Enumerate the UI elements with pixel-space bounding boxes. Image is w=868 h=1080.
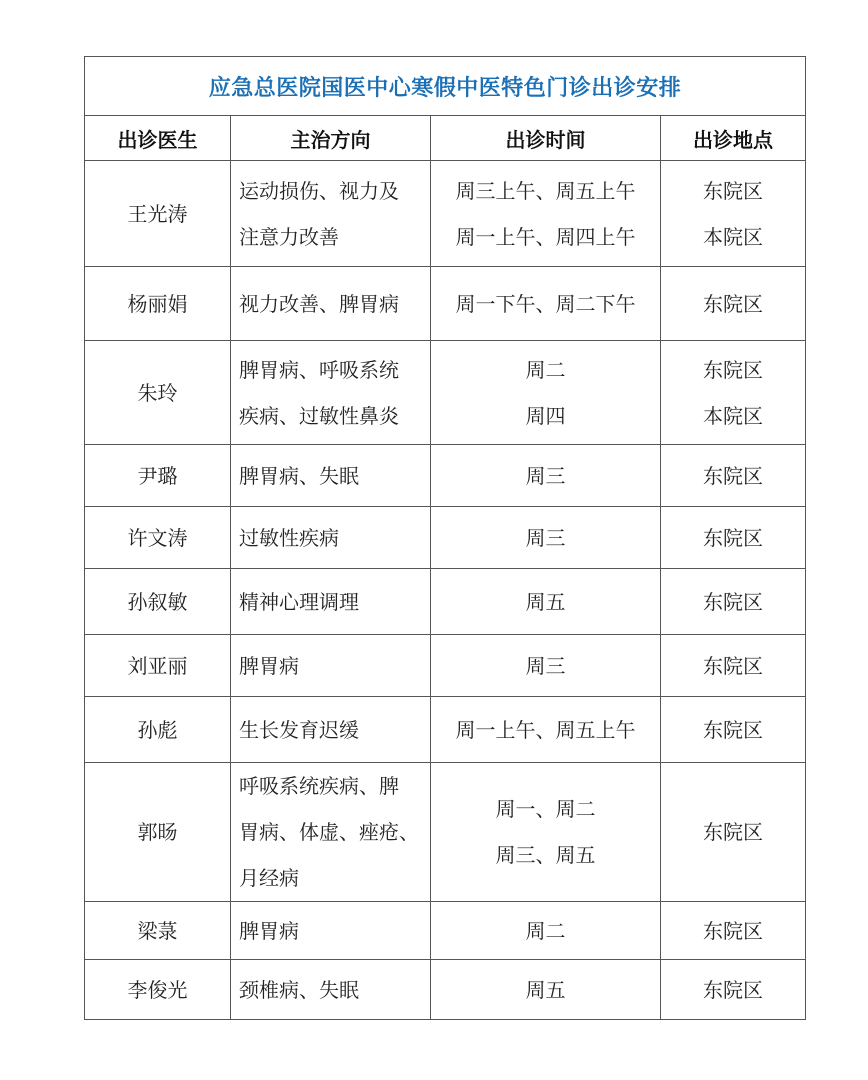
doctor-cell [85, 341, 231, 445]
direction-line: 视力改善、脾胃病 [239, 291, 399, 316]
doctor-cell [85, 267, 231, 341]
doctor-name: 郭旸 [137, 820, 178, 844]
location-cell [661, 569, 806, 635]
doctor-name: 梁菉 [137, 918, 178, 943]
location-line: 本院区 [703, 403, 763, 428]
table-row [85, 569, 806, 635]
doctor-cell [85, 507, 231, 569]
location-cell [661, 341, 806, 445]
direction-cell [231, 697, 431, 763]
direction-cell [231, 960, 431, 1020]
location-cell [661, 267, 806, 341]
direction-cell [231, 763, 431, 902]
doctor-cell [85, 697, 231, 763]
direction-line: 月经病 [239, 866, 299, 890]
direction-line: 颈椎病、失眠 [239, 977, 359, 1002]
location-line: 东院区 [703, 357, 763, 382]
time-line: 周二 [525, 357, 566, 382]
table-row [85, 697, 806, 763]
header-row [85, 116, 806, 161]
direction-cell [231, 341, 431, 445]
location-cell [661, 960, 806, 1020]
time-line: 周一上午、周四上午 [455, 224, 636, 249]
time-cell [431, 960, 661, 1020]
time-line: 周三 [525, 525, 566, 550]
direction-line: 运动损伤、视力及 [239, 178, 399, 203]
direction-cell [231, 267, 431, 341]
time-line: 周一上午、周五上午 [455, 717, 636, 742]
time-cell [431, 267, 661, 341]
doctor-name: 杨丽娟 [127, 291, 188, 316]
location-line: 东院区 [703, 717, 763, 742]
table-row [85, 960, 806, 1020]
time-line: 周五 [525, 977, 566, 1002]
time-cell [431, 161, 661, 267]
direction-line: 精神心理调理 [239, 589, 359, 614]
direction-line: 注意力改善 [239, 224, 339, 249]
header-direction: 主治方向 [231, 116, 431, 161]
location-line: 东院区 [703, 525, 763, 550]
schedule-table [84, 56, 806, 1020]
doctor-name: 刘亚丽 [127, 653, 188, 678]
table-row [85, 763, 806, 902]
location-cell [661, 445, 806, 507]
table-row [85, 445, 806, 507]
doctor-cell [85, 569, 231, 635]
time-line: 周三 [525, 463, 566, 488]
time-line: 周三、周五 [495, 843, 596, 867]
direction-cell [231, 161, 431, 267]
table-row [85, 161, 806, 267]
doctor-name: 朱玲 [137, 380, 178, 405]
time-line: 周二 [525, 918, 566, 943]
time-line: 周五 [525, 589, 566, 614]
direction-line: 脾胃病 [239, 918, 299, 943]
direction-cell [231, 635, 431, 697]
time-line: 周一下午、周二下午 [455, 291, 636, 316]
location-cell [661, 507, 806, 569]
table-row [85, 635, 806, 697]
time-line: 周三 [525, 653, 566, 678]
table-row [85, 902, 806, 960]
location-line: 东院区 [703, 463, 763, 488]
direction-cell [231, 507, 431, 569]
doctor-name: 孙彪 [137, 717, 178, 742]
doctor-name: 尹璐 [137, 463, 178, 488]
location-line: 东院区 [703, 918, 763, 943]
direction-line: 脾胃病 [239, 653, 299, 678]
doctor-name: 李俊光 [127, 977, 188, 1002]
doctor-cell [85, 960, 231, 1020]
location-cell [661, 635, 806, 697]
table-row [85, 341, 806, 445]
time-cell [431, 763, 661, 902]
time-cell [431, 445, 661, 507]
location-cell [661, 902, 806, 960]
direction-line: 呼吸系统疾病、脾 [239, 774, 399, 798]
time-cell [431, 569, 661, 635]
header-doctor: 出诊医生 [85, 116, 231, 161]
location-line: 本院区 [703, 224, 763, 249]
time-line: 周一、周二 [495, 797, 596, 821]
doctor-name: 王光涛 [127, 201, 188, 226]
time-cell [431, 697, 661, 763]
time-cell [431, 341, 661, 445]
location-line: 东院区 [703, 589, 763, 614]
doctor-cell [85, 445, 231, 507]
location-line: 东院区 [703, 178, 763, 203]
time-line: 周四 [525, 403, 566, 428]
location-cell [661, 161, 806, 267]
doctor-name: 孙叙敏 [127, 589, 188, 614]
doctor-name: 许文涛 [127, 525, 188, 550]
direction-line: 生长发育迟缓 [239, 717, 359, 742]
location-line: 东院区 [703, 820, 763, 844]
time-cell [431, 902, 661, 960]
header-time: 出诊时间 [431, 116, 661, 161]
table-row [85, 507, 806, 569]
time-cell [431, 507, 661, 569]
location-line: 东院区 [703, 653, 763, 678]
location-line: 东院区 [703, 291, 763, 316]
table-title: 应急总医院国医中心寒假中医特色门诊出诊安排 [85, 57, 806, 116]
direction-line: 胃病、体虚、痤疮、 [239, 820, 419, 844]
location-line: 东院区 [703, 977, 763, 1002]
time-cell [431, 635, 661, 697]
location-cell [661, 763, 806, 902]
doctor-cell [85, 635, 231, 697]
time-line: 周三上午、周五上午 [455, 178, 636, 203]
table-row [85, 267, 806, 341]
doctor-cell [85, 161, 231, 267]
direction-line: 疾病、过敏性鼻炎 [239, 403, 399, 428]
schedule-body [85, 161, 806, 1020]
direction-cell [231, 902, 431, 960]
direction-cell [231, 569, 431, 635]
doctor-cell [85, 902, 231, 960]
direction-line: 过敏性疾病 [239, 525, 339, 550]
doctor-cell [85, 763, 231, 902]
direction-cell [231, 445, 431, 507]
direction-line: 脾胃病、失眠 [239, 463, 359, 488]
location-cell [661, 697, 806, 763]
header-location: 出诊地点 [661, 116, 806, 161]
direction-line: 脾胃病、呼吸系统 [239, 357, 399, 382]
